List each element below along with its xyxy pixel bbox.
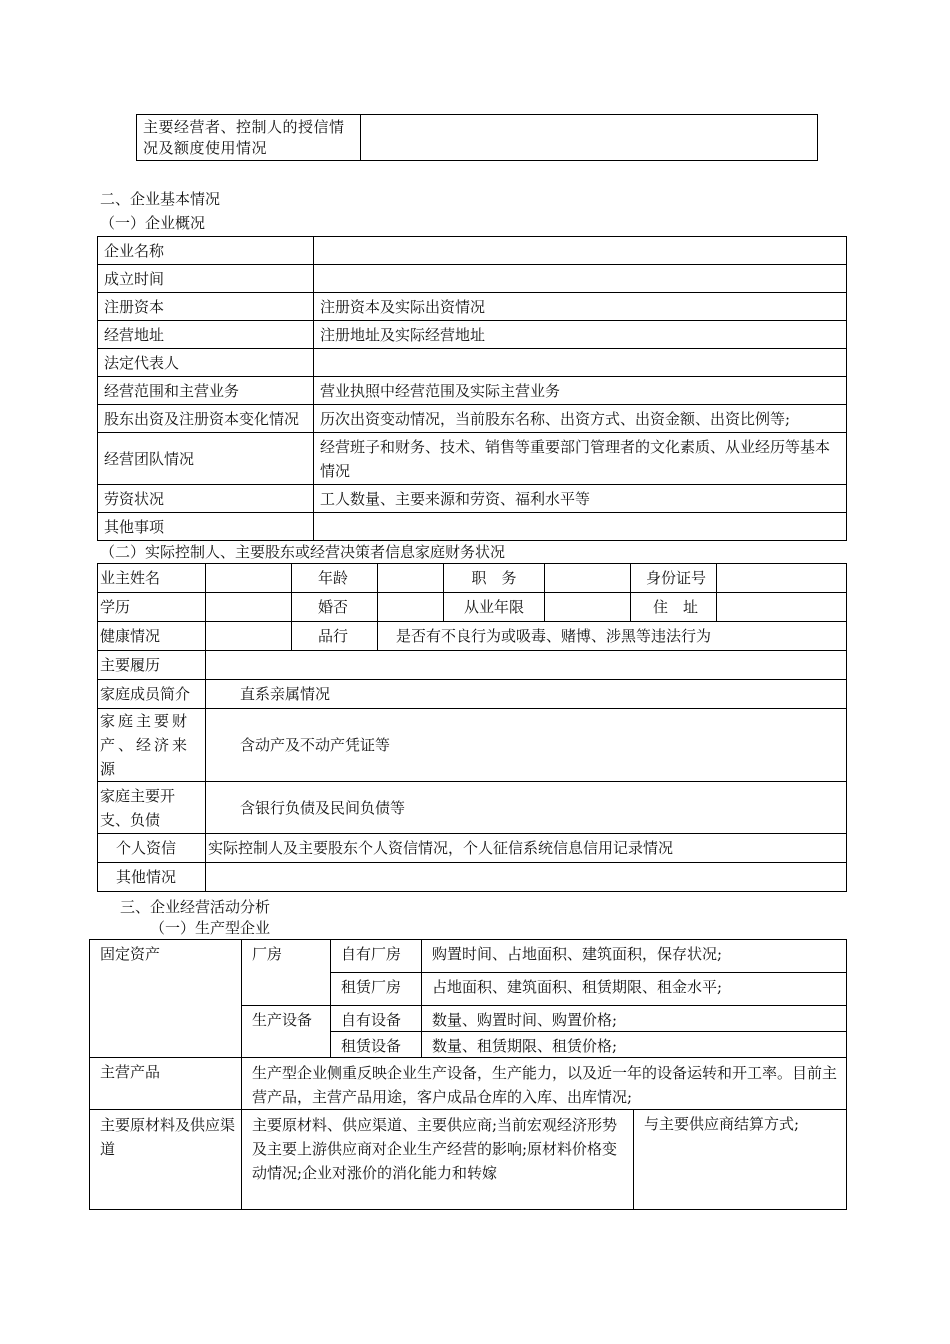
education-label: 学历 [98,593,206,622]
section-2-title: 二、企业基本情况 [100,190,221,208]
rent-plant-label: 租赁厂房 [331,973,422,1006]
family-members-label: 家庭成员简介 [98,680,206,709]
years-in-industry-value [545,593,631,622]
resume-value [206,651,847,680]
owner-info-table [97,563,847,892]
overview-label: 其他事项 [98,513,314,541]
authorization-label: 主要经营者、控制人的授信情况及额度使用情况 [137,115,361,161]
overview-label: 法定代表人 [98,349,314,377]
owner-name-value [206,564,292,593]
overview-value [314,265,847,293]
fixed-assets-label: 固定资产 [90,940,242,1058]
owner-name-label: 业主姓名 [98,564,206,593]
marital-value [378,593,444,622]
own-plant-label: 自有厂房 [331,940,422,973]
address-label: 住 址 [631,593,717,622]
overview-label: 股东出资及注册资本变化情况 [98,405,314,433]
family-expense-label: 家庭主要开支、负债 [98,782,206,834]
years-in-industry-label: 从业年限 [444,593,545,622]
section-3-title: 三、企业经营活动分析 [120,898,271,916]
family-assets-label: 家庭主要财产、经济来源 [98,709,206,782]
health-value [206,622,292,651]
resume-label: 主要履历 [98,651,206,680]
overview-value: 注册资本及实际出资情况 [314,293,847,321]
section-3-sub1-title: （一）生产型企业 [150,919,271,937]
overview-value: 历次出资变动情况，当前股东名称、出资方式、出资金额、出资比例等; [314,405,847,433]
overview-value [314,513,847,541]
authorization-value [361,115,818,161]
own-plant-value: 购置时间、占地面积、建筑面积，保存状况; [422,940,847,973]
conduct-label: 品行 [292,622,378,651]
other-info-value [206,863,847,892]
overview-value: 经营班子和财务、技术、销售等重要部门管理者的文化素质、从业经历等基本情况 [314,433,847,485]
enterprise-overview-table [97,236,847,541]
personal-credit-value: 实际控制人及主要股东个人资信情况，个人征信系统信息信用记录情况 [206,834,847,863]
rent-plant-value: 占地面积、建筑面积、租赁期限、租金水平; [422,973,847,1006]
main-product-label: 主营产品 [90,1058,242,1110]
overview-label: 成立时间 [98,265,314,293]
supplier-settlement-value: 与主要供应商结算方式; [634,1110,847,1210]
address-value [717,593,847,622]
age-label: 年龄 [292,564,378,593]
overview-label: 经营范围和主营业务 [98,377,314,405]
overview-label: 经营地址 [98,321,314,349]
conduct-value: 是否有不良行为或吸毒、赌博、涉黑等违法行为 [378,622,847,651]
own-equipment-value: 数量、购置时间、购置价格; [422,1006,847,1032]
credit-authorization-table [136,114,818,161]
raw-materials-value: 主要原材料、供应渠道、主要供应商;当前宏观经济形势及主要上游供应商对企业生产经营的影响;原材料价格变动情况;企业对涨价的消化能力和转嫁 [242,1110,634,1210]
raw-materials-label: 主要原材料及供应渠道 [90,1110,242,1210]
position-label: 职 务 [444,564,545,593]
id-number-value [717,564,847,593]
overview-value: 营业执照中经营范围及实际主营业务 [314,377,847,405]
production-enterprise-table [89,939,847,1210]
education-value [206,593,292,622]
personal-credit-label: 个人资信 [98,834,206,863]
health-label: 健康情况 [98,622,206,651]
overview-value: 注册地址及实际经营地址 [314,321,847,349]
overview-label: 经营团队情况 [98,433,314,485]
id-number-label: 身份证号 [631,564,717,593]
overview-value: 工人数量、主要来源和劳资、福利水平等 [314,485,847,513]
rent-equipment-label: 租赁设备 [331,1032,422,1058]
rent-equipment-value: 数量、租赁期限、租赁价格; [422,1032,847,1058]
plant-label: 厂房 [242,940,331,1006]
family-members-value: 直系亲属情况 [206,680,847,709]
other-info-label: 其他情况 [98,863,206,892]
overview-label: 注册资本 [98,293,314,321]
overview-value [314,237,847,265]
overview-value [314,349,847,377]
main-product-value: 生产型企业侧重反映企业生产设备，生产能力，以及近一年的设备运转和开工率。目前主营产品，主营产品用途，客户成品仓库的入库、出库情况; [242,1058,847,1110]
overview-label: 企业名称 [98,237,314,265]
own-equipment-label: 自有设备 [331,1006,422,1032]
section-2-sub2-title: （二）实际控制人、主要股东或经营决策者信息家庭财务状况 [100,543,506,561]
family-expense-value: 含银行负债及民间负债等 [206,782,847,834]
overview-label: 劳资状况 [98,485,314,513]
position-value [545,564,631,593]
family-assets-value: 含动产及不动产凭证等 [206,709,847,782]
section-2-sub1-title: （一）企业概况 [100,214,206,232]
equipment-label: 生产设备 [242,1006,331,1058]
marital-label: 婚否 [292,593,378,622]
age-value [378,564,444,593]
